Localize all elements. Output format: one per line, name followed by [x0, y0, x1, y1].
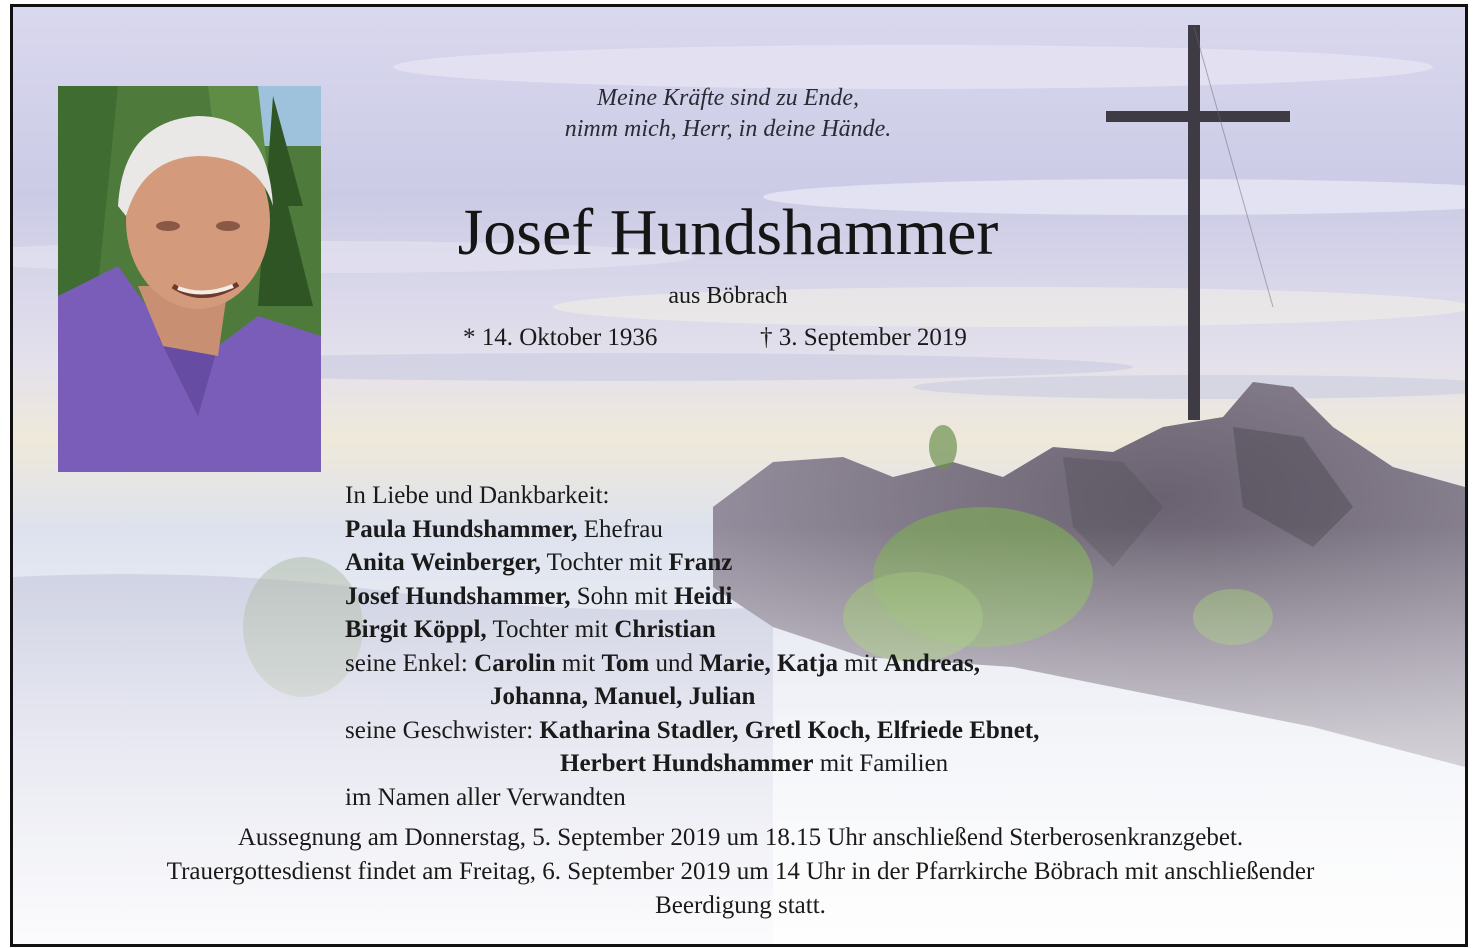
grandchildren-line-2: [345, 680, 1039, 714]
mourner-line: [345, 546, 1039, 580]
mourner-role: Tochter mit: [486, 616, 615, 643]
connector-text: und: [649, 649, 700, 677]
verse-line-2: nimm mich, Herr, in deine Hände.: [564, 116, 892, 142]
mourners-intro: In Liebe und Dankbarkeit:: [345, 482, 610, 509]
siblings-line-2: [345, 747, 1039, 781]
siblings-line: [345, 714, 1039, 748]
verse: [433, 83, 1023, 145]
mourner-name: Birgit Köppl,: [345, 616, 487, 643]
obituary-notice: [10, 4, 1468, 947]
death-date: † 3. September 2019: [760, 324, 967, 351]
service-line-2: Trauergottesdienst findet am Freitag, 6. September 2019 um 14 Uhr in der Pfarrkirche Böbrach mit anschließender: [166, 858, 1315, 885]
grandchildren-label: seine Enkel:: [345, 649, 475, 677]
mourner-role: Tochter mit: [540, 549, 669, 576]
grandchild-name: Andreas,: [883, 649, 980, 677]
mourner-name: Paula Hundshammer,: [345, 515, 578, 543]
mourners-list: [345, 479, 1039, 814]
grandchildren-line: [345, 647, 1039, 681]
connector-text: mit: [838, 649, 884, 677]
sibling-name: Herbert Hundshammer: [560, 750, 814, 777]
mourners-closing: im Namen aller Verwandten: [345, 783, 626, 811]
mourner-role: Ehefrau: [577, 515, 663, 543]
portrait-photo: [58, 86, 321, 472]
grandchild-name: Marie, Katja: [699, 649, 839, 677]
mourner-name: Anita Weinberger,: [345, 549, 541, 576]
mourner-partner: Christian: [614, 616, 716, 643]
deceased-origin: aus Böbrach: [668, 283, 788, 309]
mourner-line: [345, 613, 1039, 647]
mourner-line: [345, 513, 1039, 547]
grandchild-name: Tom: [601, 649, 650, 677]
grandchild-names: Johanna, Manuel, Julian: [490, 683, 756, 710]
grandchild-name: Carolin: [474, 649, 556, 677]
mourner-line: [345, 580, 1039, 614]
mourner-name: Josef Hundshammer,: [345, 582, 571, 610]
service-details: [43, 821, 1438, 923]
birth-date: * 14. Oktober 1936: [463, 324, 658, 351]
deceased-name: Josef Hundshammer: [457, 196, 999, 269]
service-line-3: Beerdigung statt.: [655, 892, 826, 919]
service-line-1: Aussegnung am Donnerstag, 5. September 2019 um 18.15 Uhr anschließend Sterberosenkranzgebet.: [237, 824, 1244, 851]
mourner-partner: Franz: [668, 549, 733, 576]
verse-line-1: Meine Kräfte sind zu Ende,: [597, 85, 859, 111]
siblings-label: seine Geschwister:: [345, 716, 540, 744]
connector-text: mit: [555, 649, 602, 677]
mourner-role: Sohn mit: [570, 582, 674, 610]
sibling-names: Katharina Stadler, Gretl Koch, Elfriede Ebnet,: [539, 716, 1040, 744]
sibling-suffix: mit Familien: [813, 750, 949, 777]
mourner-partner: Heidi: [674, 582, 733, 610]
